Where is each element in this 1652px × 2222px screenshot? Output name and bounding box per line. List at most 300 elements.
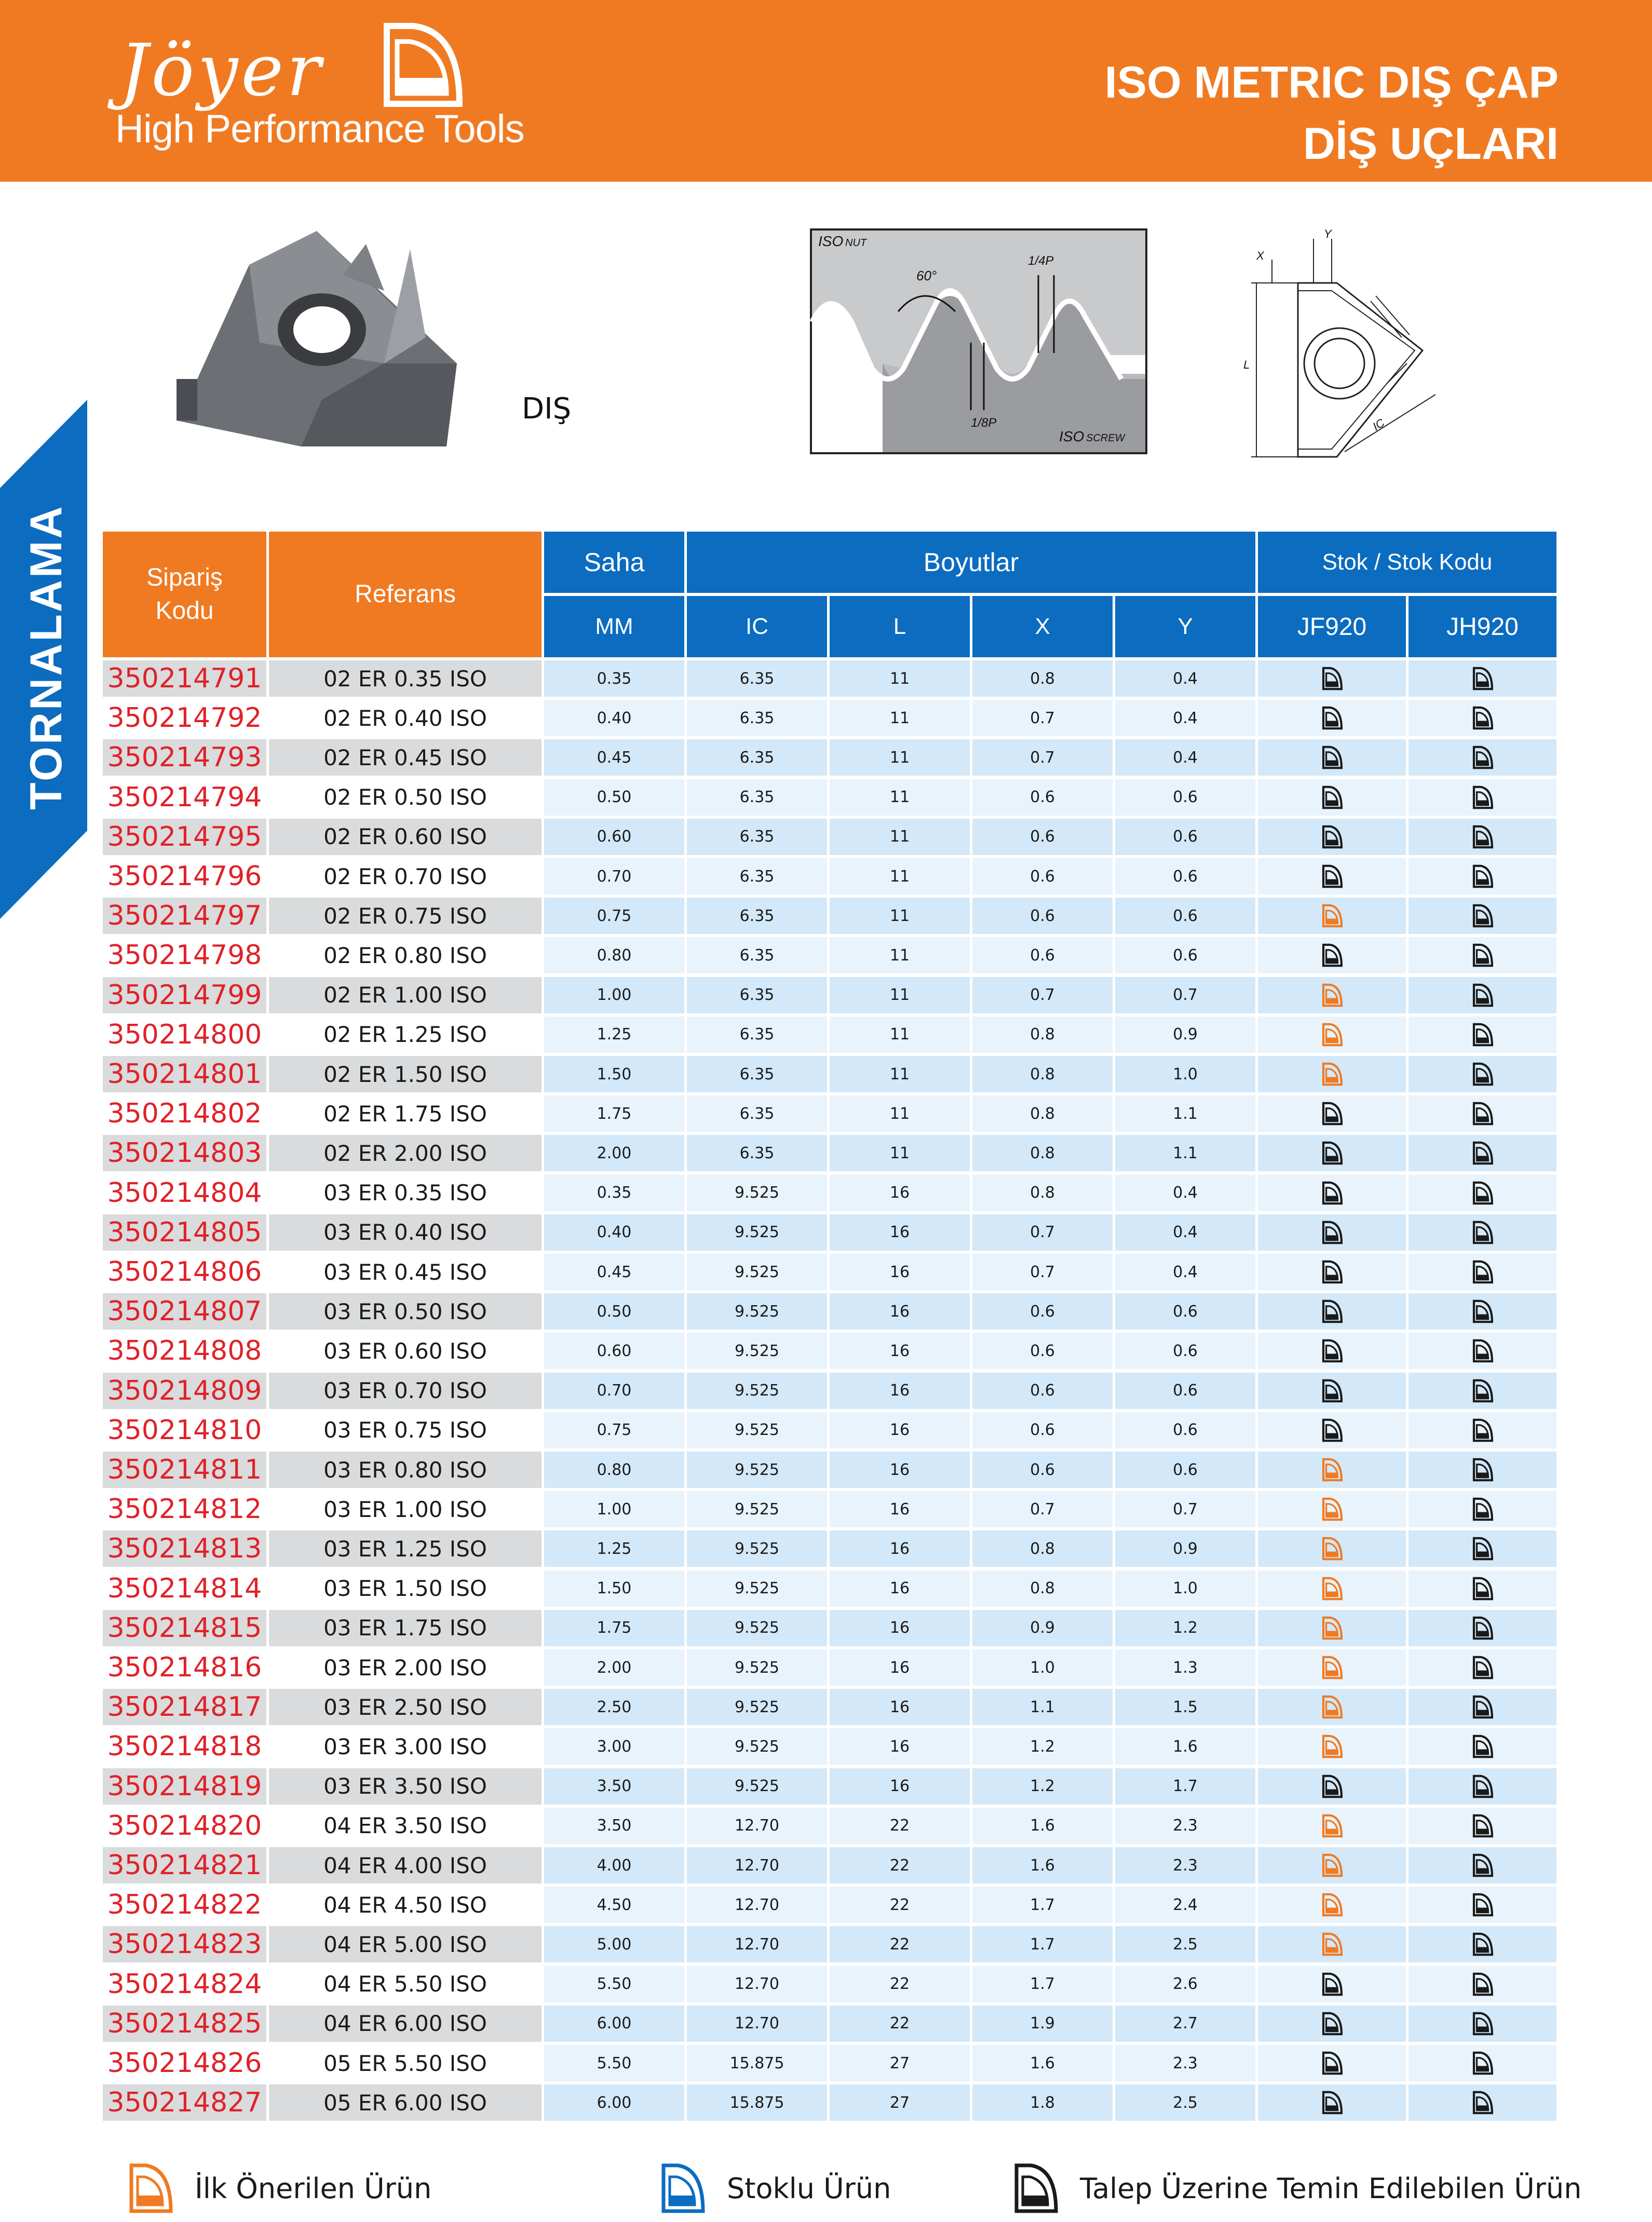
insert-dimension-diagram xyxy=(1236,228,1459,472)
recommended-icon xyxy=(1320,1695,1344,1719)
reference-cell: 03 ER 2.50 ISO xyxy=(269,1689,541,1725)
jh920-stock-cell xyxy=(1409,1452,1556,1488)
jf920-stock-cell xyxy=(1258,1452,1406,1488)
ic-cell: 9.525 xyxy=(687,1214,827,1251)
legend-orange-label: İlk Önerilen Ürün xyxy=(195,2172,432,2205)
jf920-stock-cell xyxy=(1258,1333,1406,1369)
jh920-stock-cell xyxy=(1409,739,1556,776)
x-cell: 0.8 xyxy=(972,1570,1113,1607)
jh920-stock-cell xyxy=(1409,1649,1556,1686)
on-request-icon xyxy=(1320,2091,1344,2115)
on-request-icon xyxy=(1320,1181,1344,1205)
legend-blue-label: Stoklu Ürün xyxy=(727,2172,891,2205)
dim-y-label: Y xyxy=(1324,228,1332,240)
thread-profile-diagram xyxy=(810,228,1147,454)
order-code-cell: 350214807 xyxy=(103,1293,266,1330)
l-cell: 11 xyxy=(830,1135,970,1171)
jf920-stock-cell xyxy=(1258,1768,1406,1805)
on-request-icon xyxy=(1320,667,1344,690)
jf920-stock-cell xyxy=(1258,1570,1406,1607)
l-cell: 16 xyxy=(830,1768,970,1805)
x-cell: 0.6 xyxy=(972,819,1113,855)
on-request-icon xyxy=(1471,1458,1495,1482)
x-cell: 1.7 xyxy=(972,1887,1113,1923)
x-cell: 0.6 xyxy=(972,779,1113,816)
on-request-icon xyxy=(1471,1814,1495,1838)
on-request-icon xyxy=(1471,1141,1495,1165)
order-code-cell: 350214822 xyxy=(103,1887,266,1923)
l-cell: 22 xyxy=(830,1926,970,1962)
order-code-cell: 350214813 xyxy=(103,1530,266,1567)
y-cell: 0.4 xyxy=(1115,1214,1255,1251)
y-cell: 0.6 xyxy=(1115,898,1255,934)
on-request-icon xyxy=(1320,1141,1344,1165)
x-cell: 1.8 xyxy=(972,2084,1113,2121)
jf920-stock-cell xyxy=(1258,1926,1406,1962)
jf920-stock-cell xyxy=(1258,1530,1406,1567)
angle-label: 60° xyxy=(916,268,937,283)
header-referans: Referans xyxy=(269,532,541,657)
jh920-stock-cell xyxy=(1409,1333,1556,1369)
mm-cell: 1.25 xyxy=(544,1530,684,1567)
reference-cell: 03 ER 1.00 ISO xyxy=(269,1491,541,1527)
reference-cell: 02 ER 1.00 ISO xyxy=(269,977,541,1013)
x-cell: 0.6 xyxy=(972,858,1113,895)
jf920-stock-cell xyxy=(1258,1056,1406,1092)
x-cell: 0.6 xyxy=(972,1452,1113,1488)
jf920-stock-cell xyxy=(1258,1808,1406,1844)
x-cell: 0.8 xyxy=(972,1017,1113,1053)
x-cell: 0.8 xyxy=(972,660,1113,697)
ic-cell: 9.525 xyxy=(687,1293,827,1330)
header-y: Y xyxy=(1115,596,1255,657)
jh920-stock-cell xyxy=(1409,1530,1556,1567)
mm-cell: 0.75 xyxy=(544,1412,684,1448)
order-code-cell: 350214819 xyxy=(103,1768,266,1805)
ic-cell: 9.525 xyxy=(687,1649,827,1686)
x-cell: 0.8 xyxy=(972,1135,1113,1171)
order-code-cell: 350214818 xyxy=(103,1728,266,1765)
mm-cell: 1.75 xyxy=(544,1610,684,1646)
mm-cell: 0.60 xyxy=(544,819,684,855)
order-code-cell: 350214796 xyxy=(103,858,266,895)
on-request-icon xyxy=(1471,2091,1495,2115)
on-request-icon xyxy=(1471,1260,1495,1284)
on-request-icon xyxy=(1471,1577,1495,1601)
legend-black xyxy=(1012,2160,1581,2217)
jf920-stock-cell xyxy=(1258,1966,1406,2002)
jh920-stock-cell xyxy=(1409,1728,1556,1765)
l-cell: 16 xyxy=(830,1570,970,1607)
order-code-cell: 350214804 xyxy=(103,1175,266,1211)
order-code-cell: 350214802 xyxy=(103,1095,266,1132)
jh920-stock-cell xyxy=(1409,1966,1556,2002)
x-cell: 0.6 xyxy=(972,1293,1113,1330)
dim-ic-label: IC xyxy=(1370,416,1387,433)
ic-cell: 6.35 xyxy=(687,1135,827,1171)
jh920-stock-cell xyxy=(1409,779,1556,816)
on-request-icon xyxy=(1471,1972,1495,1996)
legend-black-icon xyxy=(1012,2162,1059,2214)
on-request-icon xyxy=(1320,1221,1344,1244)
x-cell: 1.7 xyxy=(972,1966,1113,2002)
y-cell: 0.4 xyxy=(1115,700,1255,736)
on-request-icon xyxy=(1471,864,1495,888)
l-cell: 11 xyxy=(830,819,970,855)
jh920-stock-cell xyxy=(1409,1135,1556,1171)
l-cell: 16 xyxy=(830,1610,970,1646)
y-cell: 0.6 xyxy=(1115,937,1255,973)
x-cell: 1.6 xyxy=(972,1847,1113,1884)
on-request-icon xyxy=(1471,2051,1495,2075)
on-request-icon xyxy=(1471,1339,1495,1363)
jh920-stock-cell xyxy=(1409,1570,1556,1607)
x-cell: 1.2 xyxy=(972,1768,1113,1805)
ic-cell: 6.35 xyxy=(687,898,827,934)
insert-type-label: DIŞ xyxy=(522,392,572,426)
ic-cell: 6.35 xyxy=(687,1056,827,1092)
x-cell: 1.6 xyxy=(972,1808,1113,1844)
on-request-icon xyxy=(1471,825,1495,849)
ic-cell: 6.35 xyxy=(687,819,827,855)
jh920-stock-cell xyxy=(1409,1847,1556,1884)
on-request-icon xyxy=(1320,1260,1344,1284)
legend-orange xyxy=(127,2160,431,2217)
order-code-cell: 350214801 xyxy=(103,1056,266,1092)
y-cell: 0.4 xyxy=(1115,660,1255,697)
screw-label: ISO xyxy=(1059,428,1085,444)
l-cell: 11 xyxy=(830,898,970,934)
reference-cell: 03 ER 0.40 ISO xyxy=(269,1214,541,1251)
ic-cell: 6.35 xyxy=(687,858,827,895)
ic-cell: 12.70 xyxy=(687,1926,827,1962)
reference-cell: 02 ER 0.60 ISO xyxy=(269,819,541,855)
on-request-icon xyxy=(1471,785,1495,809)
on-request-icon xyxy=(1320,2051,1344,2075)
mm-cell: 0.75 xyxy=(544,898,684,934)
header-stok: Stok / Stok Kodu xyxy=(1258,532,1556,593)
mm-cell: 0.45 xyxy=(544,1254,684,1290)
jf920-stock-cell xyxy=(1258,1135,1406,1171)
ic-cell: 6.35 xyxy=(687,660,827,697)
y-cell: 0.4 xyxy=(1115,739,1255,776)
l-cell: 16 xyxy=(830,1175,970,1211)
ic-cell: 12.70 xyxy=(687,2006,827,2042)
on-request-icon xyxy=(1471,1497,1495,1521)
jf920-stock-cell xyxy=(1258,937,1406,973)
legend-blue xyxy=(659,2160,891,2217)
l-cell: 16 xyxy=(830,1254,970,1290)
mm-cell: 5.50 xyxy=(544,2045,684,2081)
recommended-icon xyxy=(1320,983,1344,1007)
ic-cell: 15.875 xyxy=(687,2084,827,2121)
order-code-cell: 350214816 xyxy=(103,1649,266,1686)
reference-cell: 03 ER 0.50 ISO xyxy=(269,1293,541,1330)
header-l: L xyxy=(830,596,970,657)
x-cell: 0.8 xyxy=(972,1530,1113,1567)
l-cell: 22 xyxy=(830,1887,970,1923)
on-request-icon xyxy=(1471,1774,1495,1798)
jh920-stock-cell xyxy=(1409,858,1556,895)
ic-cell: 9.525 xyxy=(687,1689,827,1725)
reference-cell: 04 ER 3.50 ISO xyxy=(269,1808,541,1844)
on-request-icon xyxy=(1320,1418,1344,1442)
header-boyutlar: Boyutlar xyxy=(687,532,1255,593)
ic-cell: 9.525 xyxy=(687,1333,827,1369)
on-request-icon xyxy=(1320,1299,1344,1323)
y-cell: 2.5 xyxy=(1115,2084,1255,2121)
x-cell: 0.6 xyxy=(972,898,1113,934)
y-cell: 0.6 xyxy=(1115,858,1255,895)
thread-insert-image xyxy=(166,228,457,452)
brand-logo-text: Jöyer xyxy=(119,29,324,112)
reference-cell: 03 ER 3.50 ISO xyxy=(269,1768,541,1805)
x-cell: 0.7 xyxy=(972,739,1113,776)
jh920-stock-cell xyxy=(1409,1254,1556,1290)
recommended-icon xyxy=(1320,1893,1344,1917)
reference-cell: 05 ER 5.50 ISO xyxy=(269,2045,541,2081)
order-code-cell: 350214797 xyxy=(103,898,266,934)
reference-cell: 02 ER 1.50 ISO xyxy=(269,1056,541,1092)
x-cell: 0.7 xyxy=(972,977,1113,1013)
order-code-cell: 350214800 xyxy=(103,1017,266,1053)
y-cell: 0.6 xyxy=(1115,1333,1255,1369)
ic-cell: 9.525 xyxy=(687,1530,827,1567)
ic-cell: 9.525 xyxy=(687,1491,827,1527)
header-mm: MM xyxy=(544,596,684,657)
on-request-icon xyxy=(1471,746,1495,769)
l-cell: 16 xyxy=(830,1412,970,1448)
y-cell: 0.6 xyxy=(1115,819,1255,855)
l-cell: 11 xyxy=(830,858,970,895)
on-request-icon xyxy=(1471,2012,1495,2036)
x-cell: 0.8 xyxy=(972,1056,1113,1092)
l-cell: 27 xyxy=(830,2045,970,2081)
mm-cell: 1.50 xyxy=(544,1570,684,1607)
on-request-icon xyxy=(1320,1379,1344,1403)
on-request-icon xyxy=(1320,746,1344,769)
x-cell: 0.6 xyxy=(972,1412,1113,1448)
mm-cell: 5.50 xyxy=(544,1966,684,2002)
on-request-icon xyxy=(1471,1695,1495,1719)
l-cell: 16 xyxy=(830,1293,970,1330)
ic-cell: 6.35 xyxy=(687,739,827,776)
mm-cell: 0.40 xyxy=(544,700,684,736)
jf920-stock-cell xyxy=(1258,739,1406,776)
jf920-stock-cell xyxy=(1258,1491,1406,1527)
reference-cell: 03 ER 1.50 ISO xyxy=(269,1570,541,1607)
on-request-icon xyxy=(1471,706,1495,730)
ic-cell: 9.525 xyxy=(687,1728,827,1765)
order-code-cell: 350214792 xyxy=(103,700,266,736)
y-cell: 0.6 xyxy=(1115,1293,1255,1330)
l-cell: 16 xyxy=(830,1452,970,1488)
mm-cell: 0.35 xyxy=(544,1175,684,1211)
l-cell: 11 xyxy=(830,977,970,1013)
reference-cell: 03 ER 0.80 ISO xyxy=(269,1452,541,1488)
recommended-icon xyxy=(1320,1062,1344,1086)
title-line-1: ISO METRIC DIŞ ÇAP xyxy=(1104,58,1559,107)
mm-cell: 0.60 xyxy=(544,1333,684,1369)
on-request-icon xyxy=(1320,825,1344,849)
on-request-icon xyxy=(1471,943,1495,967)
on-request-icon xyxy=(1471,1853,1495,1877)
on-request-icon xyxy=(1320,1774,1344,1798)
y-cell: 0.6 xyxy=(1115,779,1255,816)
jh920-stock-cell xyxy=(1409,1610,1556,1646)
reference-cell: 02 ER 0.75 ISO xyxy=(269,898,541,934)
y-cell: 1.0 xyxy=(1115,1570,1255,1607)
mm-cell: 4.00 xyxy=(544,1847,684,1884)
jf920-stock-cell xyxy=(1258,977,1406,1013)
ic-cell: 12.70 xyxy=(687,1887,827,1923)
l-cell: 16 xyxy=(830,1373,970,1409)
jh920-stock-cell xyxy=(1409,700,1556,736)
dim-l-label: L xyxy=(1243,358,1250,371)
on-request-icon xyxy=(1320,785,1344,809)
y-cell: 0.6 xyxy=(1115,1373,1255,1409)
header-saha: Saha xyxy=(544,532,684,593)
x-cell: 0.7 xyxy=(972,1491,1113,1527)
y-cell: 0.6 xyxy=(1115,1452,1255,1488)
order-code-cell: 350214815 xyxy=(103,1610,266,1646)
recommended-icon xyxy=(1320,1814,1344,1838)
ic-cell: 15.875 xyxy=(687,2045,827,2081)
l-cell: 16 xyxy=(830,1333,970,1369)
order-code-cell: 350214812 xyxy=(103,1491,266,1527)
mm-cell: 3.50 xyxy=(544,1808,684,1844)
header-siparis-kodu: Sipariş Kodu xyxy=(103,532,266,657)
on-request-icon xyxy=(1471,1735,1495,1758)
mm-cell: 1.50 xyxy=(544,1056,684,1092)
order-code-cell: 350214820 xyxy=(103,1808,266,1844)
order-code-cell: 350214810 xyxy=(103,1412,266,1448)
jh920-stock-cell xyxy=(1409,898,1556,934)
y-cell: 1.6 xyxy=(1115,1728,1255,1765)
x-cell: 0.7 xyxy=(972,1254,1113,1290)
ic-cell: 6.35 xyxy=(687,700,827,736)
jh920-stock-cell xyxy=(1409,819,1556,855)
ic-cell: 6.35 xyxy=(687,779,827,816)
jf920-stock-cell xyxy=(1258,1095,1406,1132)
recommended-icon xyxy=(1320,1577,1344,1601)
reference-cell: 03 ER 1.25 ISO xyxy=(269,1530,541,1567)
brand-logo-icon xyxy=(382,21,465,109)
mm-cell: 0.80 xyxy=(544,1452,684,1488)
on-request-icon xyxy=(1471,667,1495,690)
reference-cell: 03 ER 0.60 ISO xyxy=(269,1333,541,1369)
order-code-cell: 350214798 xyxy=(103,937,266,973)
jh920-stock-cell xyxy=(1409,1293,1556,1330)
reference-cell: 02 ER 0.70 ISO xyxy=(269,858,541,895)
y-cell: 0.4 xyxy=(1115,1175,1255,1211)
jh920-stock-cell xyxy=(1409,660,1556,697)
header-band xyxy=(0,0,1652,182)
y-cell: 1.1 xyxy=(1115,1095,1255,1132)
l-cell: 16 xyxy=(830,1491,970,1527)
jh920-stock-cell xyxy=(1409,977,1556,1013)
dim-x-label: X xyxy=(1256,249,1264,262)
x-cell: 0.8 xyxy=(972,1175,1113,1211)
mm-cell: 2.00 xyxy=(544,1649,684,1686)
reference-cell: 02 ER 2.00 ISO xyxy=(269,1135,541,1171)
order-code-cell: 350214809 xyxy=(103,1373,266,1409)
mm-cell: 1.00 xyxy=(544,977,684,1013)
header-ic: IC xyxy=(687,596,827,657)
order-code-cell: 350214799 xyxy=(103,977,266,1013)
ic-cell: 9.525 xyxy=(687,1254,827,1290)
mm-cell: 0.70 xyxy=(544,858,684,895)
y-cell: 2.3 xyxy=(1115,1847,1255,1884)
recommended-icon xyxy=(1320,1458,1344,1482)
on-request-icon xyxy=(1471,904,1495,928)
jh920-stock-cell xyxy=(1409,1017,1556,1053)
l-cell: 11 xyxy=(830,700,970,736)
x-cell: 0.6 xyxy=(972,937,1113,973)
on-request-icon xyxy=(1471,1221,1495,1244)
jh920-stock-cell xyxy=(1409,2084,1556,2121)
l-cell: 11 xyxy=(830,779,970,816)
mm-cell: 6.00 xyxy=(544,2084,684,2121)
jf920-stock-cell xyxy=(1258,2045,1406,2081)
on-request-icon xyxy=(1471,1616,1495,1640)
legend-orange-icon xyxy=(127,2162,174,2214)
ic-cell: 6.35 xyxy=(687,937,827,973)
x-cell: 0.6 xyxy=(972,1333,1113,1369)
on-request-icon xyxy=(1471,1062,1495,1086)
reference-cell: 04 ER 6.00 ISO xyxy=(269,2006,541,2042)
reference-cell: 03 ER 0.70 ISO xyxy=(269,1373,541,1409)
side-category-label: TORNALAMA xyxy=(21,504,71,810)
order-code-cell: 350214825 xyxy=(103,2006,266,2042)
quarter-pitch-label: 1/4P xyxy=(1028,254,1054,268)
x-cell: 1.7 xyxy=(972,1926,1113,1962)
y-cell: 2.6 xyxy=(1115,1966,1255,2002)
mm-cell: 0.50 xyxy=(544,779,684,816)
recommended-icon xyxy=(1320,1616,1344,1640)
order-code-cell: 350214793 xyxy=(103,739,266,776)
header-jf920: JF920 xyxy=(1258,596,1406,657)
on-request-icon xyxy=(1320,706,1344,730)
l-cell: 11 xyxy=(830,660,970,697)
l-cell: 16 xyxy=(830,1728,970,1765)
y-cell: 0.4 xyxy=(1115,1254,1255,1290)
jf920-stock-cell xyxy=(1258,1610,1406,1646)
mm-cell: 1.25 xyxy=(544,1017,684,1053)
on-request-icon xyxy=(1471,1379,1495,1403)
order-code-cell: 350214791 xyxy=(103,660,266,697)
x-cell: 0.7 xyxy=(972,1214,1113,1251)
nut-sublabel: NUT xyxy=(845,237,867,249)
order-code-cell: 350214806 xyxy=(103,1254,266,1290)
jf920-stock-cell xyxy=(1258,1373,1406,1409)
jh920-stock-cell xyxy=(1409,1808,1556,1844)
y-cell: 2.7 xyxy=(1115,2006,1255,2042)
y-cell: 2.3 xyxy=(1115,2045,1255,2081)
jh920-stock-cell xyxy=(1409,2006,1556,2042)
jf920-stock-cell xyxy=(1258,779,1406,816)
x-cell: 1.0 xyxy=(972,1649,1113,1686)
jf920-stock-cell xyxy=(1258,1175,1406,1211)
mm-cell: 1.00 xyxy=(544,1491,684,1527)
order-code-cell: 350214803 xyxy=(103,1135,266,1171)
jh920-stock-cell xyxy=(1409,1214,1556,1251)
jf920-stock-cell xyxy=(1258,2084,1406,2121)
recommended-icon xyxy=(1320,1023,1344,1047)
x-cell: 0.8 xyxy=(972,1095,1113,1132)
recommended-icon xyxy=(1320,1853,1344,1877)
mm-cell: 2.00 xyxy=(544,1135,684,1171)
